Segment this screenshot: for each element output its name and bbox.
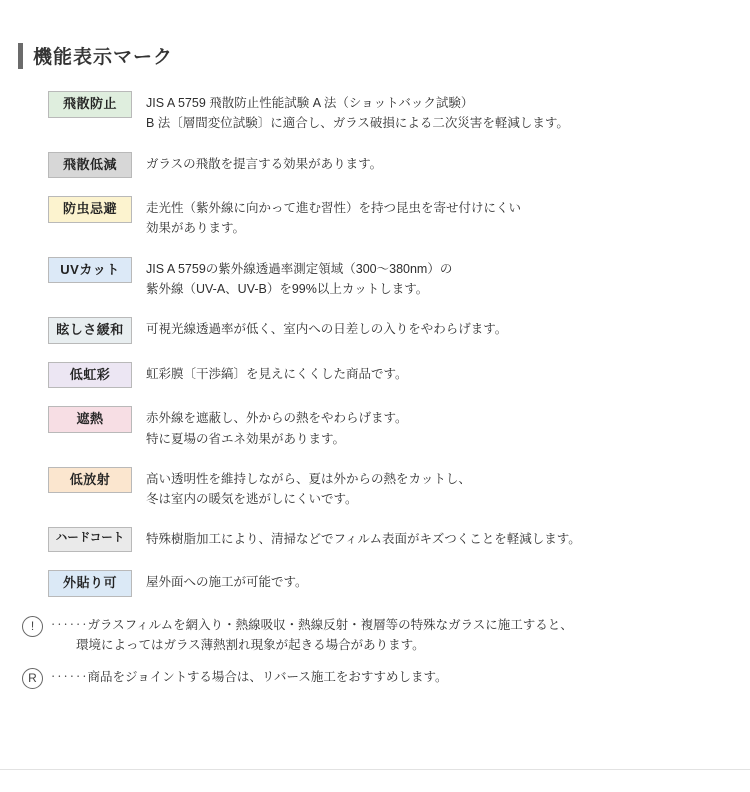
mark-badge: 低虹彩 xyxy=(48,362,132,389)
desc-line: ガラスの飛散を提言する効果があります。 xyxy=(146,156,383,171)
mark-badge: 飛散低減 xyxy=(48,152,132,179)
list-item xyxy=(0,406,750,449)
desc-line: 冬は室内の暖気を逃がしにくいです。 xyxy=(146,492,358,507)
mark-list xyxy=(0,91,750,597)
desc-line: 虹彩膜〔干渉縞〕を見えにくくした商品です。 xyxy=(146,366,408,381)
note-line: ‥‥‥ガラスフィルムを網入り・熱線吸収・熱線反射・複層等の特殊なガラスに施工すると、 xyxy=(50,617,573,632)
mark-badge: ハードコート xyxy=(48,527,132,552)
list-item xyxy=(0,91,750,134)
desc-line: B 法〔層間変位試験〕に適合し、ガラス破損による二次災害を軽減します。 xyxy=(146,116,569,131)
registered-icon: R xyxy=(22,668,43,689)
mark-badge: 防虫忌避 xyxy=(48,196,132,223)
mark-description xyxy=(146,467,750,510)
page-title xyxy=(18,42,750,69)
notes-section xyxy=(22,615,750,689)
mark-badge: 飛散防止 xyxy=(48,91,132,118)
desc-line: 特殊樹脂加工により、清掃などでフィルム表面がキズつくことを軽減します。 xyxy=(146,532,581,547)
divider xyxy=(0,769,750,770)
note-text xyxy=(50,615,573,655)
mark-badge: 低放射 xyxy=(48,467,132,494)
list-item xyxy=(0,257,750,300)
list-item xyxy=(0,152,750,179)
exclamation-icon: ! xyxy=(22,616,43,637)
mark-badge: 眩しさ緩和 xyxy=(48,317,132,344)
desc-line: 高い透明性を維持しながら、夏は外からの熱をカットし、 xyxy=(146,471,471,486)
desc-line: 可視光線透過率が低く、室内への日差しの入りをやわらげます。 xyxy=(146,322,508,337)
list-item xyxy=(0,467,750,510)
mark-description xyxy=(146,570,750,592)
page-title-text: 機能表示マーク xyxy=(33,47,174,68)
desc-line: 屋外面への施工が可能です。 xyxy=(146,575,308,590)
desc-line: 赤外線を遮蔽し、外からの熱をやわらげます。 xyxy=(146,411,408,426)
mark-badge: 外貼り可 xyxy=(48,570,132,597)
note-line: 環境によってはガラス薄熱割れ現象が起きる場合があります。 xyxy=(76,637,425,652)
desc-line: 走光性（紫外線に向かって進む習性）を持つ昆虫を寄せ付けにくい xyxy=(146,201,522,216)
mark-description xyxy=(146,257,750,300)
desc-line: JIS A 5759 飛散防止性能試験 A 法（ショットバック試験） xyxy=(146,96,474,110)
mark-description xyxy=(146,152,750,174)
mark-description xyxy=(146,317,750,339)
list-item xyxy=(0,196,750,239)
note-item xyxy=(22,615,750,655)
mark-description xyxy=(146,362,750,384)
title-accent-bar xyxy=(18,43,23,69)
mark-description xyxy=(146,406,750,449)
note-line: ‥‥‥商品をジョイントする場合は、リバース施工をおすすめします。 xyxy=(50,669,448,684)
list-item xyxy=(0,527,750,552)
list-item xyxy=(0,570,750,597)
mark-badge: 遮熱 xyxy=(48,406,132,433)
list-item xyxy=(0,317,750,344)
note-item xyxy=(22,667,750,689)
mark-description xyxy=(146,196,750,239)
note-text xyxy=(50,667,448,687)
mark-description xyxy=(146,91,750,134)
desc-line: 特に夏場の省エネ効果があります。 xyxy=(146,431,346,446)
list-item xyxy=(0,362,750,389)
mark-badge: UVカット xyxy=(48,257,132,284)
desc-line: JIS A 5759の紫外線透過率測定領域（300〜380nm）の xyxy=(146,261,453,276)
document-page xyxy=(0,42,750,792)
desc-line: 効果があります。 xyxy=(146,221,246,236)
desc-line: 紫外線（UV-A、UV-B）を99%以上カットします。 xyxy=(146,281,429,296)
mark-description xyxy=(146,527,750,549)
